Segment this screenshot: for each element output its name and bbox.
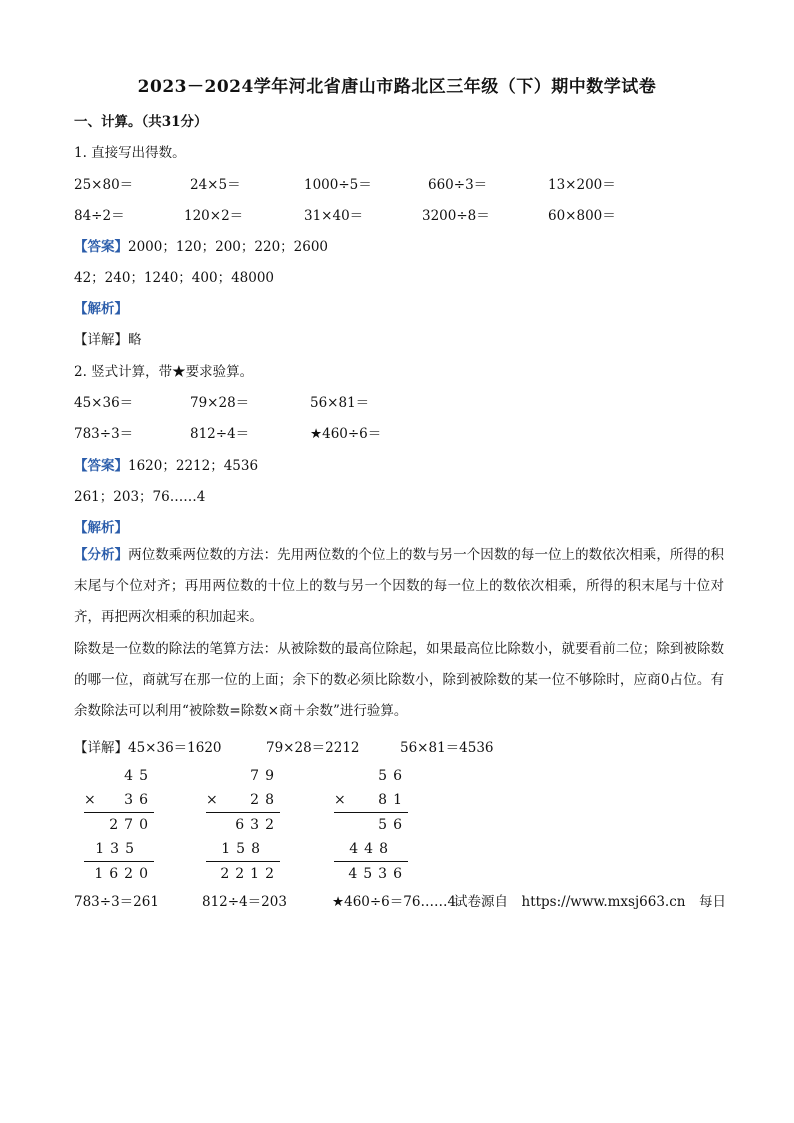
answer-text: 2000；120；200；220；2600 <box>128 239 329 255</box>
partial-product: 135 <box>95 841 140 857</box>
q1-answer-line2: 42；240；1240；400；48000 <box>74 270 275 286</box>
multiplier: 81 <box>378 792 408 808</box>
multiplier: 28 <box>250 792 280 808</box>
expr-item: 13×200＝ <box>548 177 616 193</box>
expr-item: 84÷2＝ <box>74 208 125 224</box>
fenxi-text: 两位数乘两位数的方法：先用两位数的个位上的数与另一个因数的每一位上的数依次相乘，所得的积末尾与个位对齐；再用两位数的十位上的数与另一个因数的每一位上的数依次相乘，所得的积末尾与十位对齐，再把两次相乘的积加起来。 <box>74 547 725 625</box>
source-note: 试卷源自 https://www.mxsj663.cn 每日 <box>454 894 726 910</box>
expr-item: ★460÷6＝ <box>310 426 382 442</box>
q2-answer-line2: 261；203；76……4 <box>74 489 206 505</box>
partial-product: 56 <box>378 817 408 833</box>
answer-tag: 【答案】 <box>74 239 128 255</box>
expr-item: 812÷4＝ <box>190 426 250 442</box>
multiplicand: 79 <box>250 768 280 784</box>
q2-division-paragraph: 除数是一位数的除法的笔算方法：从被除数的最高位除起，如果最高位比除数小，就要看前二位；除到被除数的哪一位，商就写在那一位的上面；余下的数必须比除数小，除到被除数的某一位不够除时，应商0占位。有余数除法可以利用“被除数=除数×商＋余数”进行验算。 <box>74 641 724 719</box>
detail-result: 45×36＝1620 <box>128 740 222 756</box>
answer-tag: 【答案】 <box>74 458 128 474</box>
q2-analysis-tag: 【解析】 <box>74 520 128 536</box>
partial-product: 448 <box>349 841 394 857</box>
expr-item: 79×28＝ <box>190 395 250 411</box>
partial-product: 158 <box>221 841 266 857</box>
q1-answer <box>74 235 328 255</box>
expr-item: 45×36＝ <box>74 395 134 411</box>
answer-text: 1620；2212；4536 <box>128 458 259 474</box>
detail-tag: 【详解】 <box>74 332 128 348</box>
multiplicand: 56 <box>378 768 408 784</box>
multiplicand: 45 <box>124 768 154 784</box>
expr-item: 60×800＝ <box>548 208 616 224</box>
vertical-calc <box>334 764 408 886</box>
expr-item: 1000÷5＝ <box>304 177 372 193</box>
division-result: 783÷3＝261 <box>74 894 159 910</box>
q2-prompt: 2. 竖式计算，带★要求验算。 <box>74 364 254 380</box>
product: 2212 <box>220 866 280 882</box>
multiplier: 36 <box>124 792 154 808</box>
q2-answer <box>74 454 258 474</box>
times-sign: × <box>334 792 346 808</box>
expr-item: 56×81＝ <box>310 395 370 411</box>
product: 1620 <box>94 866 154 882</box>
expr-item: 31×40＝ <box>304 208 364 224</box>
detail-text: 略 <box>128 332 142 348</box>
times-sign: × <box>84 792 96 808</box>
q2-analysis-paragraph <box>74 540 724 633</box>
expr-item: 3200÷8＝ <box>422 208 490 224</box>
page-title: 2023－2024学年河北省唐山市路北区三年级（下）期中数学试卷 <box>137 77 657 97</box>
expr-item: 660÷3＝ <box>428 177 488 193</box>
detail-item <box>74 736 222 756</box>
section-heading: 一、计算。（共31分） <box>74 114 208 130</box>
product: 4536 <box>348 866 408 882</box>
times-sign: × <box>206 792 218 808</box>
expr-item: 24×5＝ <box>190 177 241 193</box>
vertical-calc <box>84 764 154 886</box>
division-result: ★460÷6＝76……4 <box>332 894 457 910</box>
q1-analysis-tag: 【解析】 <box>74 301 128 317</box>
partial-product: 270 <box>109 817 154 833</box>
fenxi-tag: 【分析】 <box>74 547 129 563</box>
detail-result: 56×81＝4536 <box>400 740 494 756</box>
vertical-calc <box>206 764 280 886</box>
q1-detail <box>74 328 142 348</box>
division-result: 812÷4＝203 <box>202 894 287 910</box>
q1-prompt: 1. 直接写出得数。 <box>74 145 186 161</box>
expr-item: 783÷3＝ <box>74 426 134 442</box>
detail-tag: 【详解】 <box>74 740 128 756</box>
expr-item: 25×80＝ <box>74 177 134 193</box>
expr-item: 120×2＝ <box>184 208 244 224</box>
detail-result: 79×28＝2212 <box>266 740 360 756</box>
partial-product: 632 <box>235 817 280 833</box>
